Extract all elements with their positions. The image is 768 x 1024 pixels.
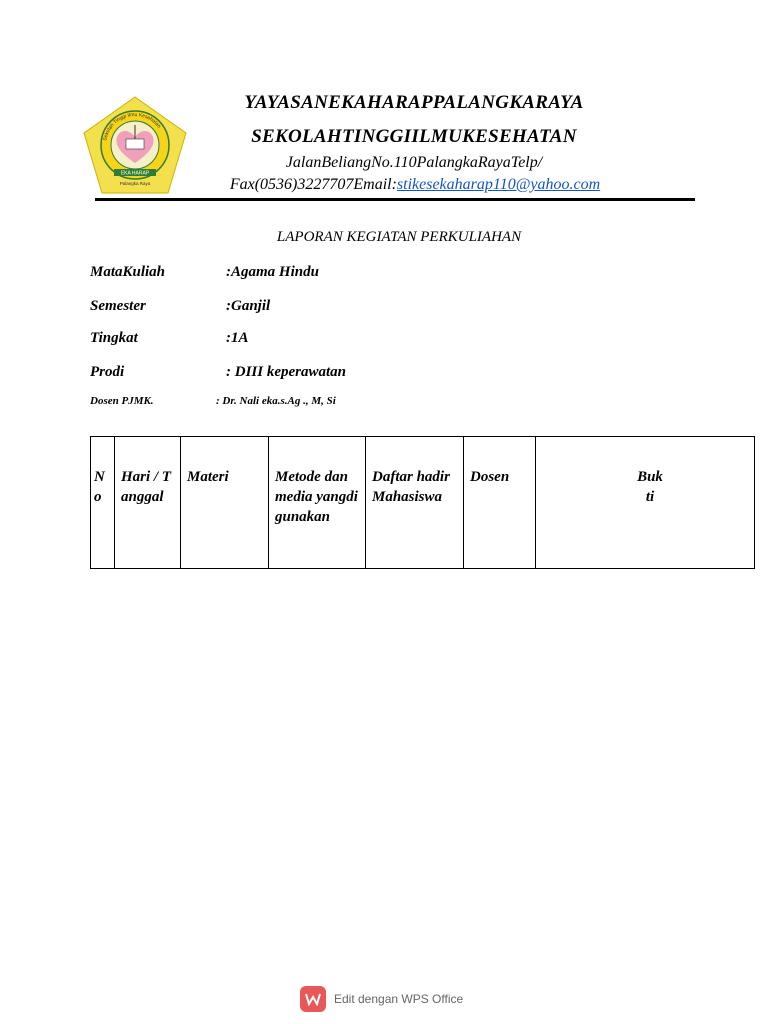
col-header-materi: Materi [181,437,269,569]
field-value-matakuliah: :Agama Hindu [226,264,319,280]
col-header-bukti: Bukti [536,437,755,569]
wps-icon [300,986,326,1012]
header-divider [95,198,695,201]
field-label-matakuliah: MataKuliah [90,264,166,280]
field-value-dosen: : Dr. Nali eka.s.Ag ., M, Si [216,395,336,407]
field-value-prodi: : DIII keperawatan [226,364,347,380]
email-link[interactable]: stikesekaharap110@yahoo.com [396,176,601,193]
col-header-metode: Metode danmedia yangdigunakan [269,437,366,569]
field-value-tingkat: :1A [226,330,249,346]
report-title: LAPORAN KEGIATAN PERKULIAHAN [276,229,522,245]
wps-edit-badge[interactable] [300,985,463,1013]
col-header-dosen: Dosen [464,437,536,569]
col-header-no: No [91,437,115,569]
svg-text:Sekolah Tinggi Ilmu Kesehatan: Sekolah Tinggi Ilmu Kesehatan [102,111,162,142]
field-value-semester: :Ganjil [226,298,271,314]
school-name: SEKOLAHTINGGIILMUKESEHATAN [251,126,577,147]
wps-label: Edit dengan WPS Office [334,992,464,1006]
foundation-name: YAYASANEKAHARAPPALANGKARAYA [244,92,584,113]
field-label-semester: Semester [90,298,146,314]
svg-text:Palangka Raya: Palangka Raya [119,181,151,186]
col-header-daftar-hadir: Daftar hadirMahasiswa [366,437,464,569]
col-header-hari-tanggal: Hari / Tanggal [115,437,181,569]
contact-line [0,176,768,194]
table-header-row [91,437,755,569]
address-line: JalanBeliangNo.110PalangkaRayaTelp/ [285,154,543,171]
field-label-tingkat: Tingkat [90,330,138,346]
report-table [90,436,755,569]
field-label-dosen: Dosen PJMK. [90,395,154,407]
svg-text:EKA HARAP: EKA HARAP [120,170,150,177]
field-label-prodi: Prodi [90,364,125,380]
fax-text: Fax(0536)3227707Email: [229,176,397,193]
